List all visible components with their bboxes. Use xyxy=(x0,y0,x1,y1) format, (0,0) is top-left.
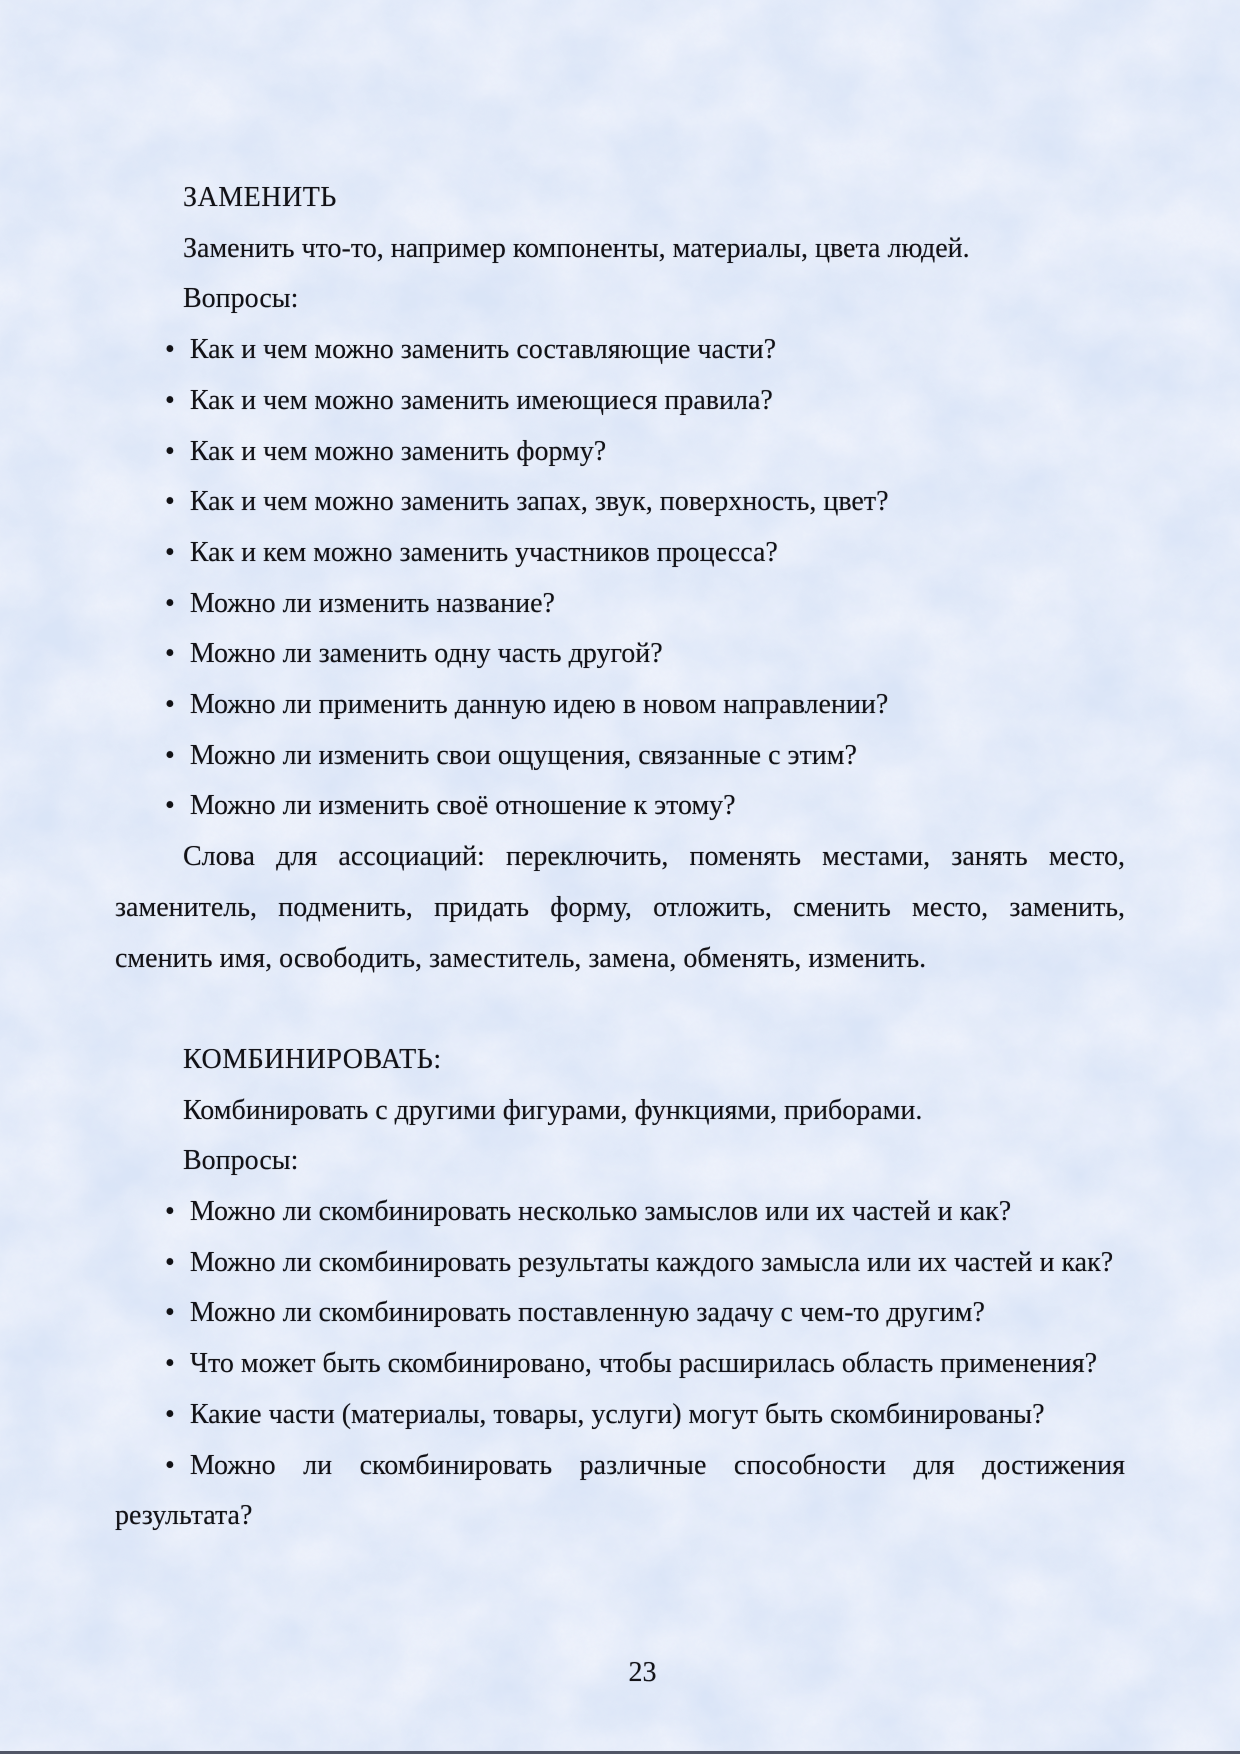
section1-bullet-list xyxy=(115,325,1125,832)
bullet-item: • Как и чем можно заменить имеющиеся правила? xyxy=(115,376,1125,427)
section1-intro: Заменить что-то, например компоненты, материалы, цвета людей. xyxy=(183,232,970,264)
bullet-item: • Можно ли скомбинировать поставленную задачу с чем-то другим? xyxy=(115,1288,1125,1339)
bullet-item: • Можно ли скомбинировать несколько замыслов или их частей и как? xyxy=(115,1187,1125,1238)
page-content xyxy=(115,173,1125,1542)
bullet-item: • Какие части (материалы, товары, услуги) могут быть скомбинированы? xyxy=(115,1390,1125,1441)
bullet-item: • Как и чем можно заменить форму? xyxy=(115,427,1125,478)
section2-bullet-list xyxy=(115,1187,1125,1542)
bullet-item: • Можно ли заменить одну часть другой? xyxy=(115,629,1125,680)
bullet-item: • Можно ли изменить своё отношение к этому? xyxy=(115,781,1125,832)
section2-intro: Комбинировать с другими фигурами, функциями, приборами. xyxy=(183,1094,923,1126)
bullet-item: • Как и кем можно заменить участников процесса? xyxy=(115,528,1125,579)
bullet-item: • Как и чем можно заменить составляющие части? xyxy=(115,325,1125,376)
bullet-item: • Что может быть скомбинировано, чтобы расширилась область применения? xyxy=(115,1339,1125,1390)
section1-associations-paragraph: Слова для ассоциаций: переключить, поменять местами, занять место, заменитель, подменить, придать форму, отложить, сменить место, заменить, сменить имя, освободить, заместитель, замена, обменять, изменить. xyxy=(115,841,1125,974)
bullet-item: • Можно ли скомбинировать результаты каждого замысла или их частей и как? xyxy=(115,1238,1125,1289)
bullet-item: • Можно ли изменить свои ощущения, связанные с этим? xyxy=(115,731,1125,782)
section2-questions-label: Вопросы: xyxy=(183,1145,299,1177)
section1-heading: ЗАМЕНИТЬ xyxy=(183,182,337,213)
page-number: 23 xyxy=(628,1657,657,1688)
section2-heading: КОМБИНИРОВАТЬ: xyxy=(183,1043,442,1075)
section1-questions-label: Вопросы: xyxy=(183,283,299,315)
bullet-item: • Можно ли применить данную идею в новом направлении? xyxy=(115,680,1125,731)
bullet-item: • Можно ли изменить название? xyxy=(115,579,1125,630)
bullet-item: • Как и чем можно заменить запах, звук, поверхность, цвет? xyxy=(115,477,1125,528)
bullet-item: • Можно ли скомбинировать различные способности для достижения результата? xyxy=(115,1441,1125,1542)
